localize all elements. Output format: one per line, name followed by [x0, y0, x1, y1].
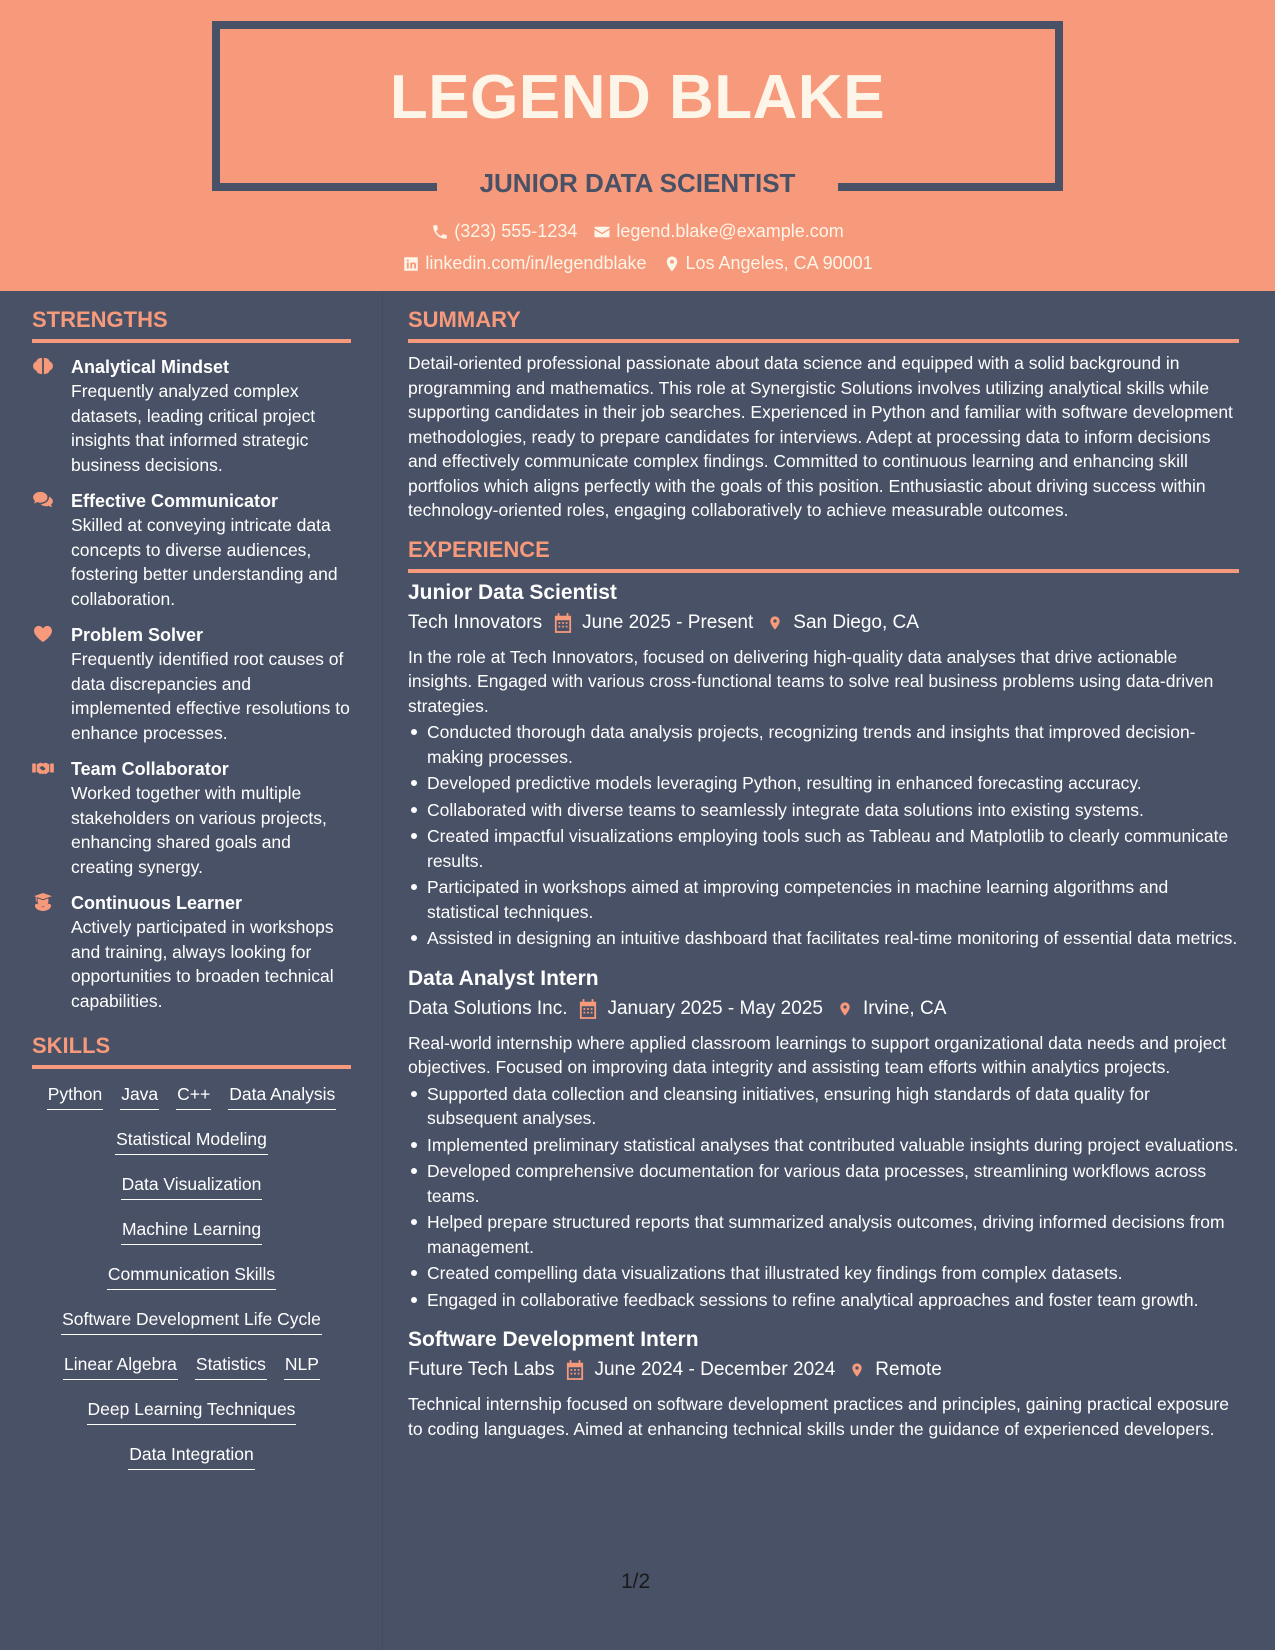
- email-text: legend.blake@example.com: [616, 221, 844, 241]
- skill-tag: Data Visualization: [121, 1171, 263, 1200]
- phone-text: (323) 555-1234: [454, 221, 578, 241]
- strength-title: Effective Communicator: [71, 491, 279, 511]
- linkedin-icon: [402, 255, 420, 273]
- job-title: Software Development Intern: [408, 1328, 699, 1351]
- job-bullet: Participated in workshops aimed at improving competencies in machine learning algorithms and statistical techniques.: [408, 875, 1239, 924]
- strength-item: [32, 489, 351, 611]
- job-title: Junior Data Scientist: [408, 580, 617, 604]
- job-entry: [408, 965, 1239, 1313]
- skill-row: [107, 1261, 276, 1306]
- job-location: Remote: [875, 1359, 942, 1380]
- graduate-icon: [32, 893, 54, 911]
- strength-item: [32, 891, 351, 1013]
- skill-tag: Machine Learning: [121, 1216, 262, 1245]
- strength-title: Continuous Learner: [71, 893, 243, 913]
- job-bullet: Developed comprehensive documentation for various data processes, streamlining workflows across teams.: [408, 1159, 1239, 1208]
- skill-row: [115, 1126, 268, 1171]
- skill-tag: Software Development Life Cycle: [61, 1306, 322, 1335]
- job-bullet: Assisted in designing an intuitive dashboard that facilitates real-time monitoring of essential data metrics.: [408, 926, 1239, 951]
- phone-icon: [431, 223, 449, 241]
- job-company: Tech Innovators: [408, 611, 543, 633]
- contact-row-1: [0, 221, 1275, 242]
- skill-row: [61, 1306, 322, 1351]
- strength-title: Problem Solver: [71, 625, 204, 645]
- job-location: Irvine, CA: [862, 997, 947, 1019]
- candidate-name: LEGEND BLAKE: [389, 63, 886, 132]
- contact-row-2: [0, 253, 1275, 274]
- job-entry: [408, 579, 1239, 951]
- skill-row: [63, 1351, 320, 1396]
- job-bullet: Implemented preliminary statistical analyses that contributed valuable insights during project evaluations.: [408, 1133, 1239, 1158]
- job-bullet: Engaged in collaborative feedback sessions to refine analytical approaches and foster team growth.: [408, 1288, 1239, 1313]
- calendar-icon: [579, 999, 597, 1019]
- strength-desc: Frequently analyzed complex datasets, leading critical project insights that informed strategic business decisions.: [71, 381, 316, 475]
- skill-tag: Deep Learning Techniques: [87, 1396, 297, 1425]
- skills-list: [32, 1081, 351, 1486]
- strengths-heading: STRENGTHS: [32, 307, 351, 343]
- map-pin-icon: [767, 613, 783, 633]
- strength-item: [32, 623, 351, 745]
- left-column: [32, 291, 351, 1486]
- job-company: Data Solutions Inc.: [408, 997, 568, 1019]
- location-text: Los Angeles, CA 90001: [685, 253, 873, 273]
- skill-row: [128, 1441, 255, 1486]
- skill-row: [121, 1171, 263, 1216]
- column-divider: [382, 291, 383, 1650]
- strength-item: [32, 355, 351, 477]
- job-meta: [408, 1356, 1239, 1384]
- job-bullet: Collaborated with diverse teams to seamlessly integrate data solutions into existing systems.: [408, 798, 1239, 823]
- strength-desc: Worked together with multiple stakeholders on various projects, enhancing shared goals and creating synergy.: [71, 783, 327, 877]
- calendar-icon: [554, 613, 572, 633]
- experience-heading: EXPERIENCE: [408, 537, 1239, 573]
- calendar-icon: [566, 1360, 584, 1380]
- job-description: Real-world internship where applied classroom learnings to support organizational data needs and project objectives. Focused on improving data integrity and assisting team efforts within analytics projects.: [408, 1032, 1227, 1077]
- job-bullets: [408, 720, 1239, 951]
- job-meta: [408, 609, 1239, 637]
- strength-title: Analytical Mindset: [71, 357, 230, 377]
- map-pin-icon: [849, 1360, 865, 1380]
- job-dates: January 2025 - May 2025: [607, 997, 823, 1019]
- strength-item: [32, 757, 351, 879]
- skill-tag: Java: [120, 1081, 159, 1110]
- strength-desc: Actively participated in workshops and training, always looking for opportunities to broaden technical capabilities.: [71, 917, 334, 1011]
- contact-linkedin[interactable]: [402, 253, 646, 274]
- skill-tag: Data Analysis: [228, 1081, 336, 1110]
- map-pin-icon: [837, 999, 853, 1019]
- job-title: Data Analyst Intern: [408, 966, 599, 990]
- strength-desc: Frequently identified root causes of data discrepancies and implemented effective resolutions to enhance processes.: [71, 649, 350, 743]
- job-bullet: Created compelling data visualizations that illustrated key findings from complex datasets.: [408, 1261, 1239, 1286]
- skill-tag: C++: [176, 1081, 211, 1110]
- skill-tag: Linear Algebra: [63, 1351, 178, 1380]
- job-bullet: Created impactful visualizations employing tools such as Tableau and Matplotlib to clearly communicate results.: [408, 824, 1239, 873]
- job-company: Future Tech Labs: [408, 1359, 555, 1380]
- skills-heading: SKILLS: [32, 1033, 351, 1069]
- strength-desc: Skilled at conveying intricate data concepts to diverse audiences, fostering better understanding and collaboration.: [71, 515, 338, 609]
- candidate-title: JUNIOR DATA SCIENTIST: [479, 168, 796, 198]
- job-bullet: Helped prepare structured reports that summarized analysis outcomes, driving informed decisions from management.: [408, 1210, 1239, 1259]
- strength-title: Team Collaborator: [71, 759, 229, 779]
- skill-row: [121, 1216, 262, 1261]
- skill-tag: Data Integration: [128, 1441, 255, 1470]
- skill-row: [47, 1081, 337, 1126]
- job-description: In the role at Tech Innovators, focused on delivering high-quality data analyses that drive actionable insights. Engaged with various cross-functional teams to solve real business problems using data-driven strategies.: [408, 646, 1214, 716]
- contact-email[interactable]: [593, 221, 843, 242]
- handshake-icon: [32, 759, 54, 777]
- job-dates: June 2025 - Present: [582, 611, 754, 633]
- job-bullet: Developed predictive models leveraging Python, resulting in enhanced forecasting accuracy.: [408, 771, 1239, 796]
- page-number: 1/2: [621, 1570, 651, 1593]
- job-description: Technical internship focused on software development practices and principles, gaining practical exposure to coding languages. Aimed at enhancing technical skills under the guidance of experienced developers.: [408, 1394, 1230, 1439]
- summary-text: Detail-oriented professional passionate about data science and equipped with a solid background in programming and mathematics. This role at Synergistic Solutions involves utilizing analytical skills while supporting candidates in their job searches. Experienced in Python and familiar with software development methodologies, ready to prepare candidates for interviews. Adept at processing data to inform decisions and effectively communicate complex findings. Committed to continuous learning and enhancing skill portfolios which aligns perfectly with the goals of this position. Enthusiastic about driving success within technology-oriented roles, engaging collaboratively to achieve measurable outcomes.: [408, 353, 1233, 520]
- summary-heading: SUMMARY: [408, 307, 1239, 343]
- contact-location: [663, 253, 873, 274]
- contact-phone[interactable]: [431, 221, 577, 242]
- brain-icon: [32, 357, 54, 375]
- envelope-icon: [593, 223, 611, 241]
- comments-icon: [32, 491, 54, 509]
- job-dates: June 2024 - December 2024: [594, 1359, 836, 1380]
- job-entry: [408, 1326, 1239, 1441]
- skill-tag: Statistical Modeling: [115, 1126, 268, 1155]
- header-banner: [0, 0, 1275, 291]
- skill-tag: Communication Skills: [107, 1261, 276, 1290]
- job-location: San Diego, CA: [793, 611, 919, 633]
- job-bullet: Conducted thorough data analysis projects, recognizing trends and insights that improved decision-making processes.: [408, 720, 1239, 769]
- skill-row: [87, 1396, 297, 1441]
- right-column: [408, 291, 1239, 1441]
- linkedin-text: linkedin.com/in/legendblake: [425, 253, 647, 273]
- skill-tag: Statistics: [195, 1351, 267, 1380]
- job-meta: [408, 995, 1239, 1023]
- skill-tag: Python: [47, 1081, 103, 1110]
- map-pin-icon: [663, 255, 681, 273]
- skill-tag: NLP: [284, 1351, 320, 1380]
- job-bullets: [408, 1082, 1239, 1313]
- heart-icon: [32, 625, 54, 643]
- job-bullet: Supported data collection and cleansing initiatives, ensuring high standards of data quality for subsequent analyses.: [408, 1082, 1239, 1131]
